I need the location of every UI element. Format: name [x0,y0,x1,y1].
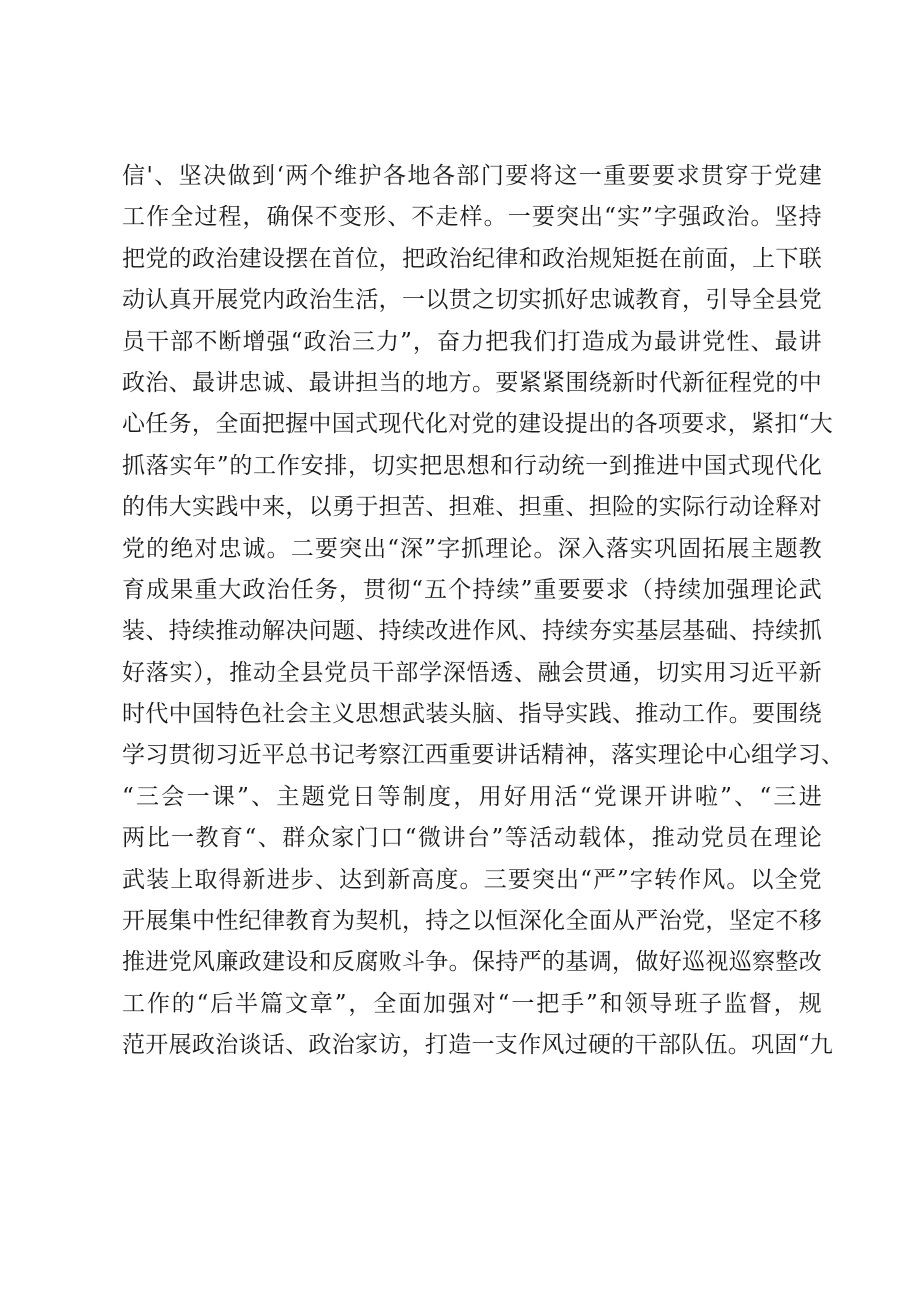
text-line: 员干部不断增强“政治三力”，奋力把我们打造成为最讲党性、最讲 [122,328,822,355]
text-line: 时代中国特色社会主义思想武装头脑、指导实践、推动工作。要围绕 [122,701,822,728]
text-line: 工作全过程，确保不变形、不走样。一要突出“实”字强政治。坚持 [122,204,822,231]
text-line: 范开展政治谈话、政治家访，打造一支作风过硬的干部队伍。巩固“九 [122,1032,834,1059]
text-line: 心任务，全面把握中国式现代化对党的建设提出的各项要求，紧扣“大 [122,411,834,438]
text-line: 抓落实年”的工作安排，切实把思想和行动统一到推进中国式现代化 [122,452,822,479]
text-line: 政治、最讲忠诚、最讲担当的地方。要紧紧围绕新时代新征程党的中 [122,369,822,396]
text-line: 的伟大实践中来，以勇于担苦、担难、担重、担险的实际行动诠释对 [122,494,822,521]
text-line: 动认真开展党内政治生活，一以贯之切实抓好忠诚教育，引导全县党 [122,287,822,314]
text-line: 党的绝对忠诚。二要突出“深”字抓理论。深入落实巩固拓展主题教 [122,535,822,562]
text-line: 育成果重大政治任务，贯彻“五个持续”重要要求（持续加强理论武 [122,576,822,603]
text-line: 武装上取得新进步、达到新高度。三要突出“严”字转作风。以全党 [122,866,822,893]
document-body [122,156,845,1067]
text-line: 装、持续推动解决问题、持续改进作风、持续夯实基层基础、持续抓 [122,618,822,645]
text-line: 把党的政治建设摆在首位，把政治纪律和政治规矩挺在前面，上下联 [122,245,822,272]
text-line: 开展集中性纪律教育为契机，持之以恒深化全面从严治党，坚定不移 [122,908,822,935]
text-line: 两比一教育“、群众家门口“微讲台”等活动载体，推动党员在理论 [122,825,822,852]
text-line: 推进党风廉政建设和反腐败斗争。保持严的基调，做好巡视巡察整改 [122,949,822,976]
text-line: “三会一课”、主题党日等制度，用好用活“党课开讲啦”、“三进 [122,783,822,810]
text-line: 学习贯彻习近平总书记考察江西重要讲话精神，落实理论中心组学习、 [122,742,845,769]
text-line: 信'、坚决做到‘两个维护各地各部门要将这一重要要求贯穿于党建 [122,163,822,189]
text-line: 工作的“后半篇文章”，全面加强对“一把手”和领导班子监督，规 [122,990,822,1017]
text-line: 好落实），推动全县党员干部学深悟透、融会贯通，切实用习近平新 [122,659,822,686]
